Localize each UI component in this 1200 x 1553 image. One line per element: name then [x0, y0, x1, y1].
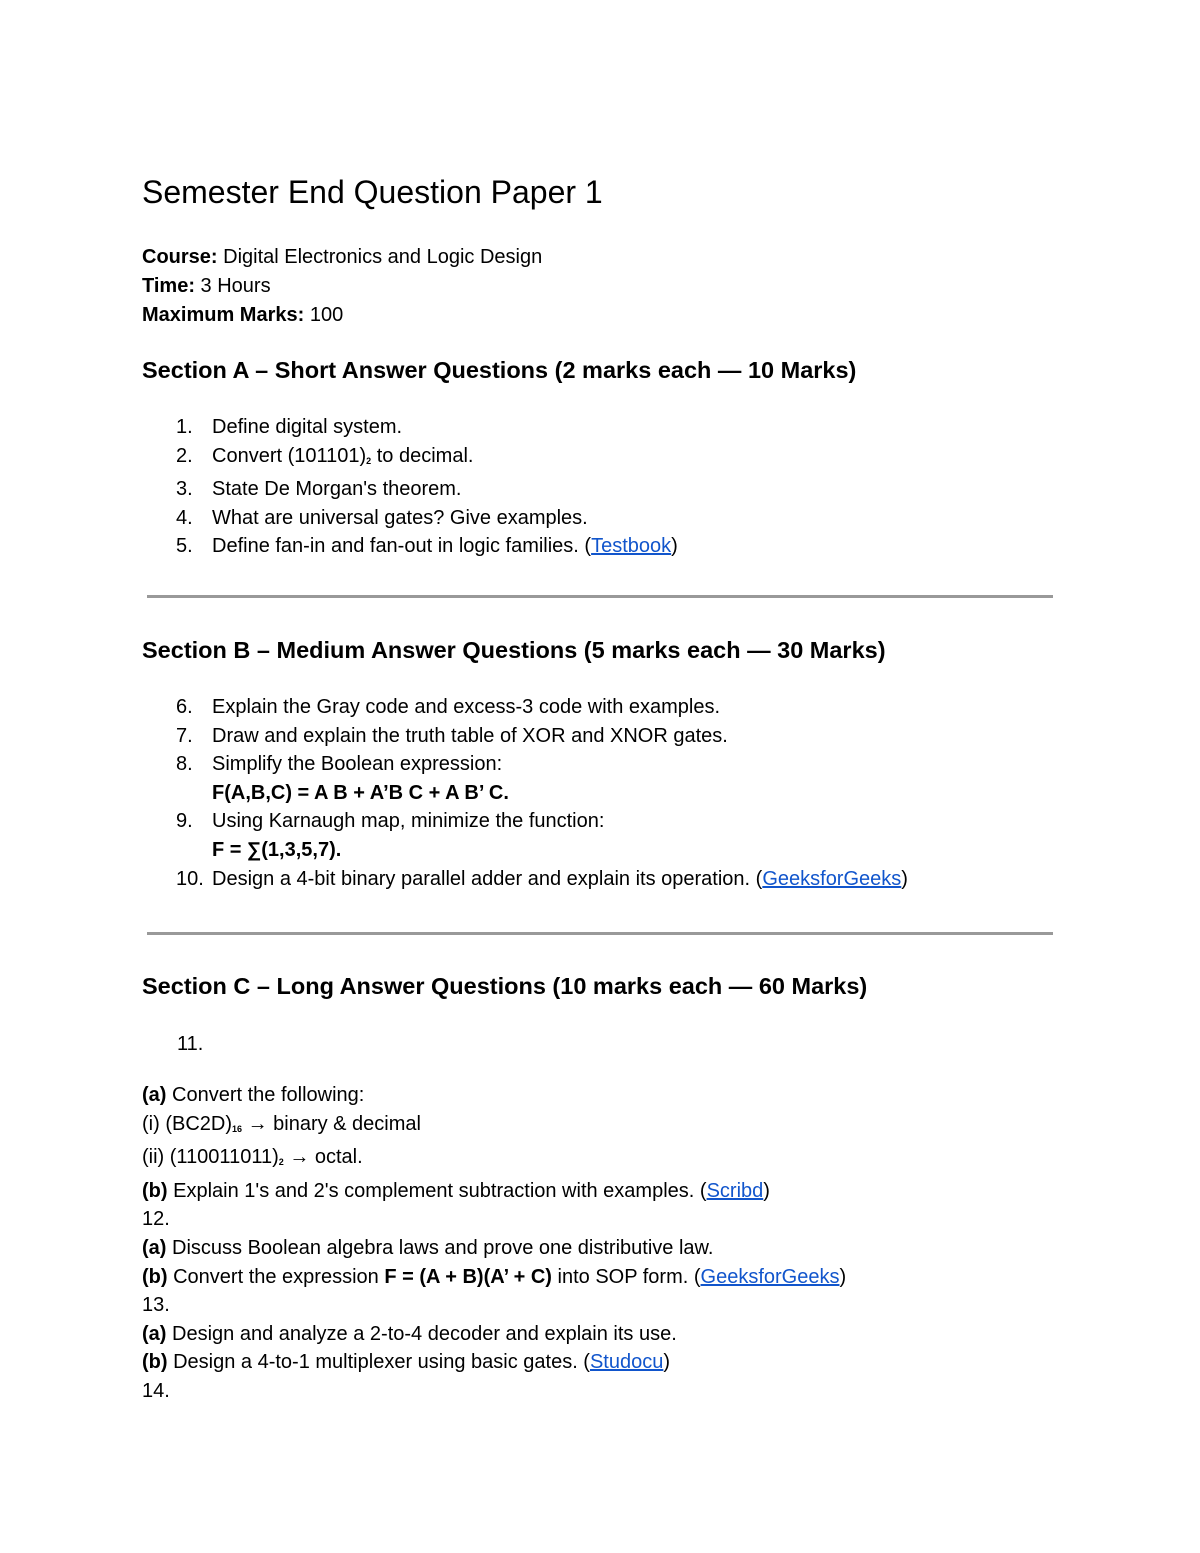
list-item: [142, 442, 678, 476]
part-label: (a): [142, 1084, 167, 1106]
part-text: → binary & decimal: [242, 1112, 421, 1135]
part-label: (b): [142, 1351, 168, 1374]
course-line: [142, 243, 542, 272]
question-14-number: 14.: [142, 1379, 170, 1402]
section-divider: [147, 595, 1053, 598]
kmap-formula: F = ∑(1,3,5,7).: [212, 838, 342, 861]
item-number: 7.: [176, 724, 193, 747]
item-text: Convert (101101): [212, 444, 367, 467]
time-value: 3 Hours: [200, 275, 271, 297]
testbook-link[interactable]: Testbook: [591, 535, 672, 558]
item-number: 5.: [176, 535, 193, 558]
section-c-heading: Section C – Long Answer Questions (10 marks each — 60 Marks): [142, 973, 868, 999]
item-text: Define digital system.: [212, 416, 403, 438]
part-label: (a): [142, 1322, 167, 1345]
section-b-heading: Section B – Medium Answer Questions (5 marks each — 30 Marks): [142, 637, 886, 663]
item-text: Design a 4-bit binary parallel adder and explain its operation. (: [212, 867, 763, 890]
part-text: → octal.: [283, 1146, 363, 1169]
part-text: Discuss Boolean algebra laws and prove one distributive law.: [166, 1236, 714, 1259]
section-a-heading: Section A – Short Answer Questions (2 marks each — 10 Marks): [142, 357, 857, 383]
item-number: 8.: [176, 753, 193, 776]
course-label: Course:: [142, 246, 218, 268]
part-label: (b): [142, 1179, 168, 1202]
part-label: (b): [142, 1265, 168, 1288]
time-line: [142, 272, 542, 301]
item-number: 2.: [176, 444, 193, 467]
item-number: 9.: [176, 810, 193, 833]
part-text: Convert the expression: [167, 1265, 385, 1288]
course-value: Digital Electronics and Logic Design: [223, 246, 543, 268]
list-item: [142, 750, 908, 807]
section-divider: [147, 932, 1053, 935]
item-text: Draw and explain the truth table of XOR and XNOR gates.: [212, 724, 728, 747]
geeksforgeeks-link[interactable]: GeeksforGeeks: [762, 867, 902, 890]
base-subscript: 16: [232, 1123, 243, 1134]
list-item: [142, 504, 678, 533]
question-13-number: 13.: [142, 1294, 170, 1317]
page-title: Semester End Question Paper 1: [142, 174, 603, 210]
item-number: 10.: [176, 867, 204, 890]
section-a-list: [142, 413, 678, 561]
q11-part-a: [142, 1081, 846, 1110]
list-item: [142, 807, 908, 864]
section-b-list: [142, 693, 908, 893]
question-12-number: 12.: [142, 1208, 170, 1231]
geeksforgeeks-link[interactable]: GeeksforGeeks: [700, 1265, 840, 1288]
scribd-link[interactable]: Scribd: [706, 1179, 764, 1202]
q13-part-b: [142, 1348, 846, 1377]
marks-line: [142, 301, 542, 330]
item-text: Simplify the Boolean expression:: [212, 753, 503, 776]
item-number: 6.: [176, 696, 193, 718]
item-text: What are universal gates? Give examples.: [212, 506, 588, 529]
list-item: [142, 693, 908, 722]
item-text: State De Morgan's theorem.: [212, 478, 462, 501]
part-text: Convert the following:: [166, 1084, 365, 1106]
q13-part-a: [142, 1320, 846, 1349]
part-text: ): [763, 1179, 770, 1202]
marks-value: 100: [309, 304, 344, 326]
list-item: [142, 532, 678, 561]
item-number: 3.: [176, 478, 193, 501]
marks-label: Maximum Marks:: [142, 304, 305, 326]
question-11-body: [142, 1081, 846, 1406]
list-item: [142, 413, 678, 442]
item-number: 4.: [176, 506, 193, 529]
item-text: to decimal.: [371, 444, 474, 467]
part-text: (i) (BC2D): [142, 1112, 232, 1135]
question-11-number: 11.: [177, 1033, 204, 1055]
q11-part-b: [142, 1177, 846, 1206]
item-text: Using Karnaugh map, minimize the function:: [212, 810, 605, 833]
boolean-formula: F(A,B,C) = A B + A’B C + A B’ C.: [212, 781, 509, 804]
list-item: [142, 722, 908, 751]
base-subscript: 2: [366, 455, 372, 466]
part-text: Explain 1's and 2's complement subtraction with examples. (: [167, 1179, 707, 1202]
studocu-link[interactable]: Studocu: [589, 1351, 664, 1374]
time-label: Time:: [142, 275, 195, 297]
part-label: (a): [142, 1236, 167, 1259]
list-item: [142, 475, 678, 504]
item-number: 1.: [176, 416, 193, 438]
q11-part-ii: [142, 1143, 846, 1177]
part-text: ): [663, 1351, 671, 1374]
q12-part-a: [142, 1234, 846, 1263]
part-text: into SOP form. (: [551, 1265, 701, 1288]
base-subscript: 2: [278, 1157, 284, 1168]
list-item: [142, 865, 908, 894]
boolean-formula: F = (A + B)(A’ + C): [384, 1265, 552, 1288]
item-text: Define fan-in and fan-out in logic families. (: [212, 535, 592, 558]
part-text: Design and analyze a 2-to-4 decoder and explain its use.: [166, 1322, 677, 1345]
part-text: (ii) (110011011): [142, 1146, 279, 1169]
q11-part-i: [142, 1110, 846, 1144]
part-text: ): [839, 1265, 847, 1288]
item-text: ): [901, 867, 908, 890]
item-text: ): [671, 535, 678, 558]
q12-part-b: [142, 1263, 846, 1292]
part-text: Design a 4-to-1 multiplexer using basic gates. (: [167, 1351, 590, 1374]
paper-meta: [142, 243, 542, 330]
item-text: Explain the Gray code and excess-3 code with examples.: [212, 696, 721, 718]
